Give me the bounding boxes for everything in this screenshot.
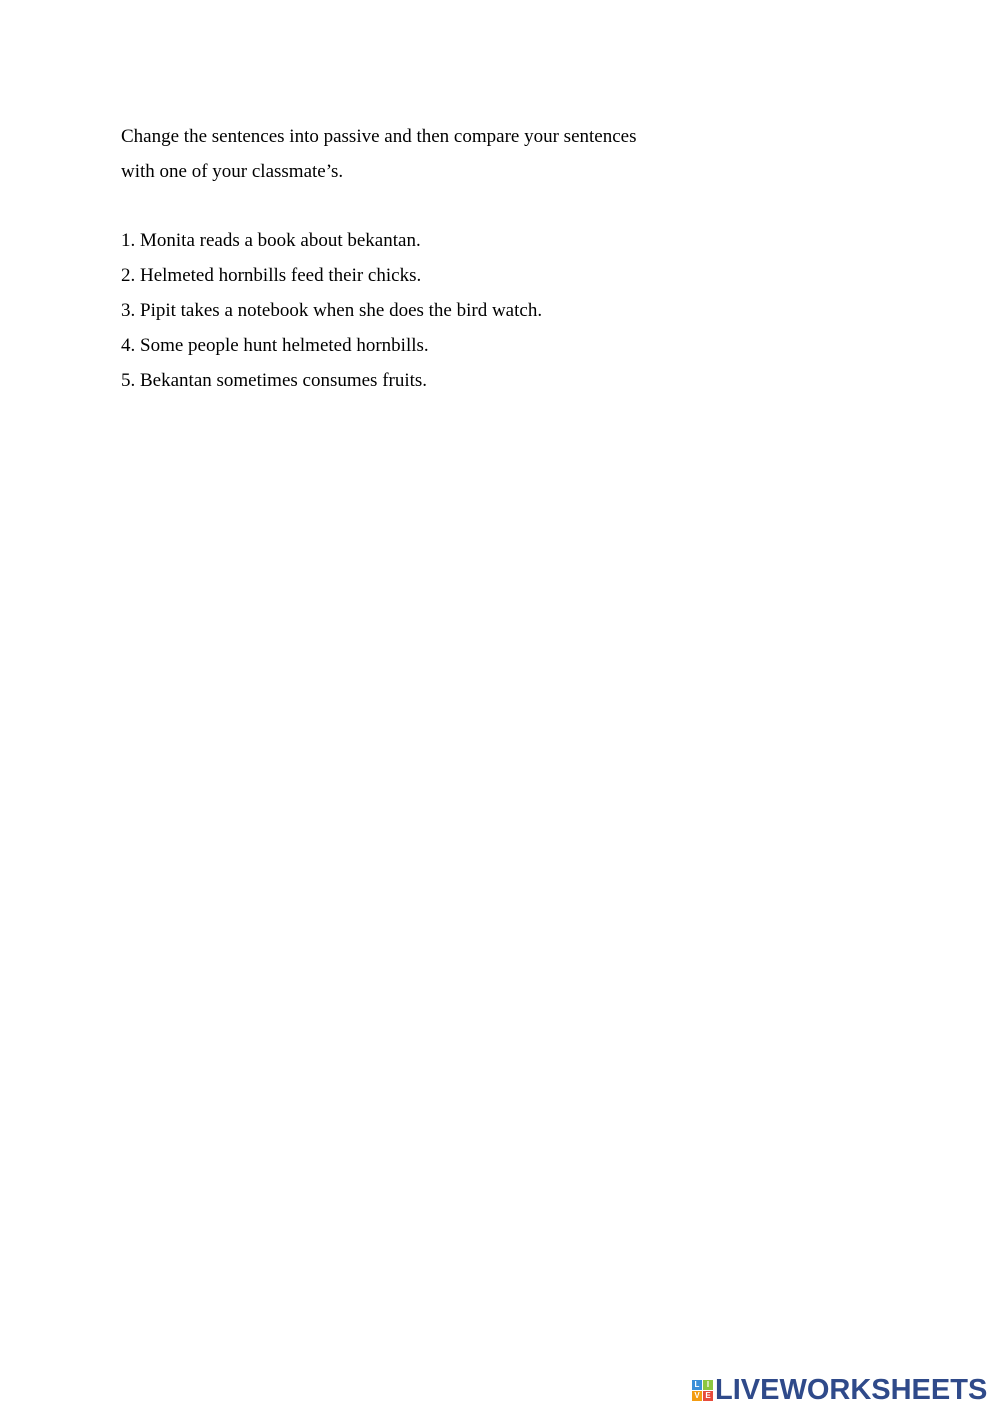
brand-mark-tile: L <box>692 1380 702 1390</box>
sentence-item: 5. Bekantan sometimes consumes fruits. <box>121 370 428 391</box>
brand-mark-tile: V <box>692 1391 702 1401</box>
brand-text: LIVEWORKSHEETS <box>715 1374 988 1406</box>
instructions-line-1: Change the sentences into passive and then compare your sentences <box>121 126 637 147</box>
sentence-item: 3. Pipit takes a notebook when she does the bird watch. <box>121 300 543 321</box>
sentence-item: 4. Some people hunt helmeted hornbills. <box>121 335 429 356</box>
instructions-line-2: with one of your classmate’s. <box>121 161 344 182</box>
brand-mark-icon <box>692 1380 713 1401</box>
brand-mark-tile: I <box>703 1380 713 1390</box>
brand-mark-tile: E <box>703 1391 713 1401</box>
instructions <box>121 119 721 189</box>
liveworksheets-logo <box>692 1375 987 1405</box>
sentence-list <box>121 223 542 398</box>
sentence-item: 2. Helmeted hornbills feed their chicks. <box>121 265 422 286</box>
sentence-item: 1. Monita reads a book about bekantan. <box>121 230 421 251</box>
